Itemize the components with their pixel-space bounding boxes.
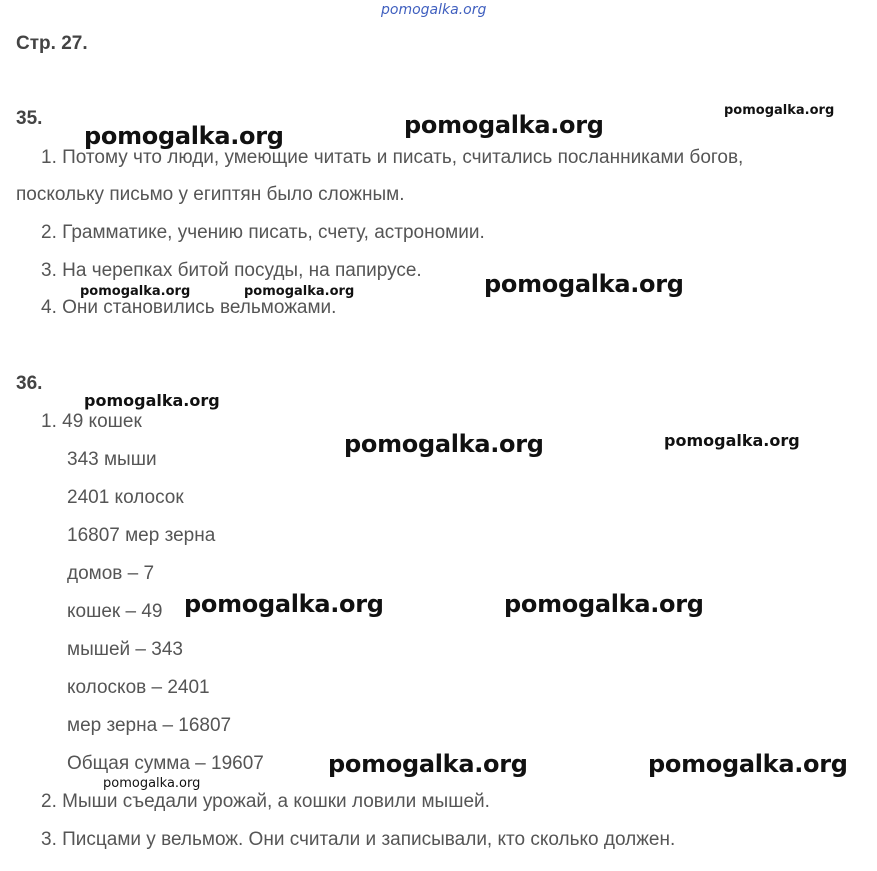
watermark: pomogalka.org <box>648 750 848 778</box>
watermark: pomogalka.org <box>80 284 191 299</box>
task-35-number: 35. <box>16 108 43 129</box>
watermark: pomogalka.org <box>664 431 800 450</box>
task-35-answer-3: 3. На черепках битой посуды, на папирусе. <box>41 260 422 281</box>
watermark: pomogalka.org <box>724 103 835 118</box>
task-36-line: кошек – 49 <box>67 601 163 622</box>
watermark: pomogalka.org <box>484 270 684 298</box>
task-36-line: 343 мыши <box>67 449 157 470</box>
task-36-line: домов – 7 <box>67 563 155 584</box>
watermark: pomogalka.org <box>504 590 704 618</box>
task-36-answer-3: 3. Писцами у вельмож. Они считали и записывали, кто сколько должен. <box>41 829 676 850</box>
watermark: pomogalka.org <box>344 430 544 458</box>
task-35-answer-4: 4. Они становились вельможами. <box>41 297 337 318</box>
watermark: pomogalka.org <box>328 750 528 778</box>
watermark: pomogalka.org <box>84 391 220 410</box>
task-36-line: мер зерна – 16807 <box>67 715 232 736</box>
task-35-answer-2: 2. Грамматике, учению писать, счету, астрономии. <box>41 222 485 243</box>
task-36-line: колосков – 2401 <box>67 677 210 698</box>
task-36-total-sum: Общая сумма – 19607 <box>67 753 264 774</box>
task-35-answer-1-continued: поскольку письмо у египтян было сложным. <box>16 184 405 205</box>
task-36-number: 36. <box>16 373 43 394</box>
task-35-answer-1: 1. Потому что люди, умеющие читать и писать, считались посланниками богов, <box>41 147 744 168</box>
task-36-line: 2401 колосок <box>67 487 184 508</box>
header-watermark: pomogalka.org <box>381 2 487 18</box>
watermark: pomogalka.org <box>84 122 284 150</box>
task-36-answer-2: 2. Мыши съедали урожай, а кошки ловили мышей. <box>41 791 490 812</box>
watermark: pomogalka.org <box>404 111 604 139</box>
watermark: pomogalka.org <box>184 590 384 618</box>
task-36-answer-1: 1. 49 кошек <box>41 411 142 432</box>
task-36-line: мышей – 343 <box>67 639 183 660</box>
watermark: pomogalka.org <box>244 284 355 299</box>
task-36-line: 16807 мер зерна <box>67 525 216 546</box>
watermark: pomogalka.org <box>103 776 201 791</box>
page-reference: Стр. 27. <box>16 33 88 54</box>
